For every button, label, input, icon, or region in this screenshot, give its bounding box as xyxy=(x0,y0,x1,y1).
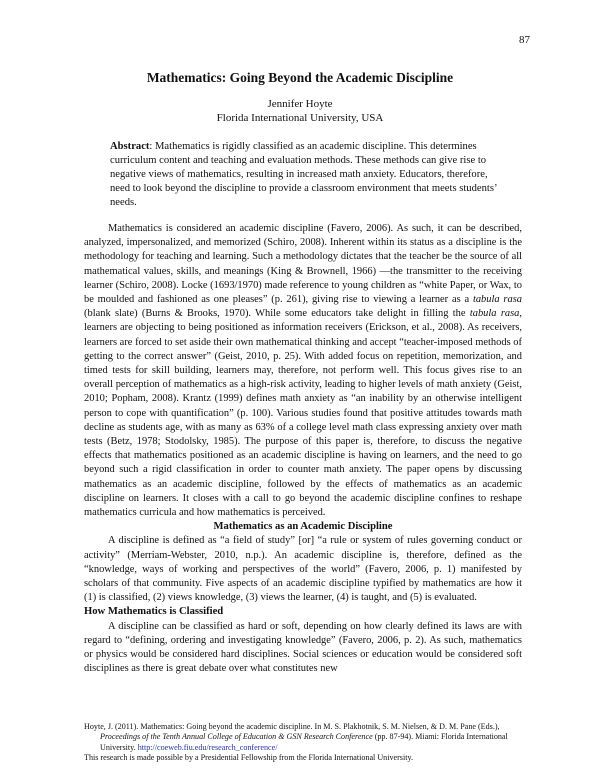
footnote-funding: This research is made possible by a Presidential Fellowship from the Florida International University. xyxy=(84,753,413,763)
author-block xyxy=(0,97,600,125)
abstract-label: Abstract xyxy=(110,141,150,152)
footnote xyxy=(84,722,524,764)
paper-title: Mathematics: Going Beyond the Academic Discipline xyxy=(146,70,454,85)
section-heading-academic-discipline: Mathematics as an Academic Discipline xyxy=(213,521,393,533)
section-heading-classification: How Mathematics is Classified xyxy=(84,606,224,618)
footnote-citation xyxy=(84,722,524,753)
citation-proceedings-title: Proceedings of the Tenth Annual College of Education & GSN Research Conference xyxy=(100,732,373,742)
citation-text-2: (pp. 87-94). Miami: Florida International University. xyxy=(100,732,508,752)
intro-text-2: (blank slate) (Burns & Brooks, 1970). While some educators take delight in filling the xyxy=(84,308,470,320)
abstract xyxy=(110,140,502,210)
page-number: 87 xyxy=(519,34,530,46)
citation-text-1: Hoyte, J. (2011). Mathematics: Going beyond the academic discipline. In M. S. Plakhotnik, S. M. Nielsen, & D. M. Pane (Eds.), xyxy=(84,722,500,731)
intro-paragraph xyxy=(84,222,522,520)
author-name: Jennifer Hoyte xyxy=(267,98,333,110)
abstract-text: : Mathematics is rigidly classified as an academic discipline. This determines curriculum content and teaching and evaluation methods. These methods can give rise to negative views of mathematics, resulting in increased math anxiety. Educators, therefore, need to look beyond the discipline to provide a classroom environment that meets students’ needs. xyxy=(110,141,497,208)
intro-text-3: , learners are objecting to being positioned as information receivers (Erickson, et al., 2008). As receivers, learners are forced to set aside their own mathematical thinking and accept “teacher-imposed methods of getting to the correct answer” (Geist, 2010, p. 25). With added focus on repetition, memorization, and timed tests for skill building, learners may, therefore, not perform well. This focus gives rise to an overall perception of mathematics as a high-risk activity, leading to higher levels of math anxiety (Geist, 2010; Popham, 2008). Krantz (1999) defines math anxiety as “an inability by an otherwise intelligent person to cope with quantification” (p. 100). Various studies found that positive attitudes towards math decline as students age, with as many as 63% of a college level math class expressing anxiety over math tests (Betz, 1978; Stodolsky, 1985). The purpose of this paper is, therefore, to discuss the negative effects that mathematics positioned as an academic discipline is having on learners, and the need to go beyond such a rigid classification in order to counter math anxiety. The paper opens by discussing mathematics as an academic discipline, followed by the effects of mathematics as an academic discipline on learners. It closes with a call to go beyond the academic discipline confines to reshape mathematics curricula and how mathematics is perceived. xyxy=(84,308,522,519)
section2-paragraph: A discipline can be classified as hard or soft, depending on how clearly defined its laws are with regard to “defining, ordering and investigating knowledge” (Favero, 2006, p. 2). As such, mathematics or physics would be considered hard disciplines. Social sciences or education would be considered soft disciplines as there is great debate over what constitutes new xyxy=(84,620,522,675)
intro-italic-1: tabula rasa xyxy=(472,294,522,306)
section1-paragraph: A discipline is defined as “a field of study” [or] “a rule or system of rules governing conduct or activity” (Merriam-Webster, 2010, n.p.). An academic discipline is, therefore, defined as the “knowledge, ways of working and perspectives of the world” (Favero, 2006, p. 1) manifested by scholars of that community. Five aspects of an academic discipline typified by mathematics are how it (1) is classified, (2) views knowledge, (3) views the learner, (4) is taught, and (5) is evaluated. xyxy=(84,535,522,604)
intro-text-1: Mathematics is considered an academic discipline (Favero, 2006). As such, it can be described, analyzed, impersonalized, and memorized (Schiro, 2008). Inherent within its status as a discipline is the methodology for teaching and learning. Such a methodology dictates that the teacher be the source of all mathematical values, skills, and meanings (King & Brownell, 1966) —the transmitter to the receiving learner (Schiro, 2008). Locke (1693/1970) made reference to young children as “white Paper, or Wax, to be moulded and fashioned as one pleases” (p. 261), giving rise to viewing a learner as a xyxy=(84,223,522,306)
author-affiliation: Florida International University, USA xyxy=(216,112,384,124)
conference-link[interactable]: http://coeweb.fiu.edu/research_conference/ xyxy=(137,742,278,752)
intro-italic-2: tabula rasa xyxy=(469,308,520,320)
body-text xyxy=(84,222,522,677)
